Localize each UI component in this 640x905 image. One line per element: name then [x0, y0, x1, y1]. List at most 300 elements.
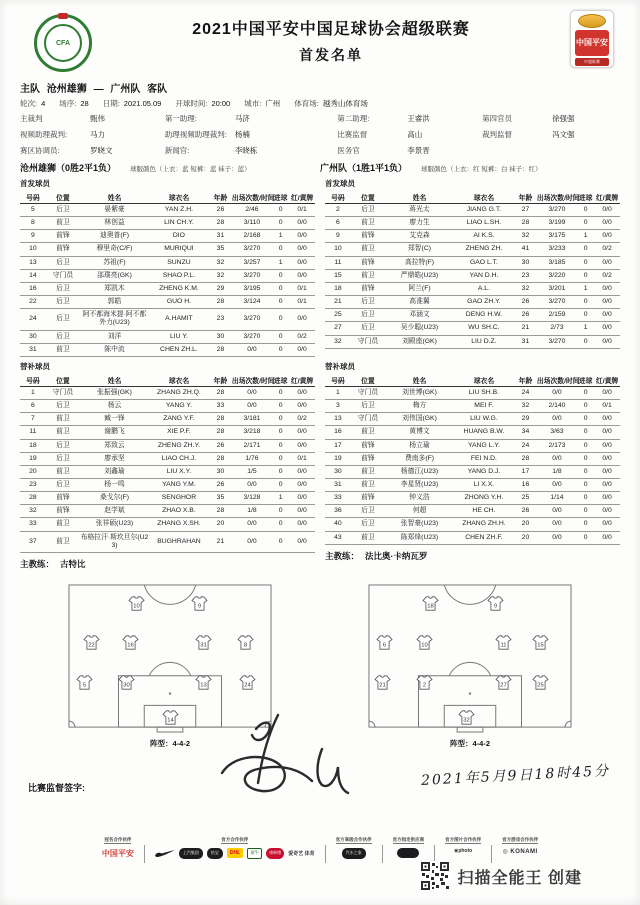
home-kit-colors: 球服颜色（上衣：蓝 短裤：蓝 袜子：蓝）	[130, 166, 251, 173]
player-cell: A.HAMIT	[149, 309, 209, 330]
player-cell: 0/2	[289, 330, 315, 343]
master-kong-logo: 康师傅	[266, 848, 284, 859]
away-starters-table	[325, 191, 620, 349]
player-cell: 0/0	[594, 296, 620, 309]
player-cell: 1/14	[537, 492, 577, 505]
info-pair	[244, 98, 280, 109]
player-cell: 28	[20, 492, 46, 505]
jersey-icon-16	[122, 635, 139, 650]
player-cell: 30	[325, 465, 351, 478]
player-cell: 0	[272, 309, 289, 330]
player-cell: YAN D.H.	[454, 269, 514, 282]
player-cell: 9	[20, 230, 46, 243]
player-cell: 0/0	[594, 505, 620, 518]
player-cell: 晏紫豪	[80, 204, 149, 217]
player-cell: 前卫	[351, 531, 385, 544]
player-cell: 1	[577, 322, 594, 335]
player-cell: 0/0	[594, 217, 620, 230]
info-value: 越秀山体育场	[322, 99, 368, 108]
player-cell: LIU W.G.	[454, 413, 514, 426]
player-cell: ZHONG Y.H.	[454, 492, 514, 505]
home-starters-title: 首发球员	[20, 179, 50, 188]
player-row	[325, 478, 620, 491]
sponsor-category-label: 冠名合作伙伴	[104, 836, 132, 842]
player-row	[20, 492, 315, 505]
player-cell: 24	[514, 386, 537, 399]
player-cell: 40	[325, 518, 351, 531]
player-cell: SUNZU	[149, 256, 209, 269]
player-cell: ZHANG ZH.Q.	[149, 386, 209, 399]
player-cell: 0/0	[289, 505, 315, 518]
home-coach-name: 古特比	[60, 558, 86, 569]
away-coach-line	[325, 550, 620, 562]
info-label: 轮次:	[20, 99, 38, 108]
player-cell: 守门员	[351, 386, 385, 399]
player-cell: 吴少聪(U23)	[385, 322, 454, 335]
player-row	[20, 217, 315, 230]
player-cell: 3/270	[232, 330, 272, 343]
player-cell: 3/185	[537, 256, 577, 269]
player-cell: AI K.S.	[454, 230, 514, 243]
info-pair	[165, 129, 337, 140]
player-cell: 0	[577, 426, 594, 439]
player-cell: 3/124	[232, 296, 272, 309]
column-header: 球衣名	[149, 374, 209, 387]
player-cell: 0/0	[594, 386, 620, 399]
player-cell: 0	[577, 465, 594, 478]
officials-row-1	[20, 113, 620, 124]
player-cell: 31	[209, 230, 232, 243]
player-cell: 0	[272, 413, 289, 426]
player-cell: LIN CH.Y.	[149, 217, 209, 230]
player-cell: 14	[20, 269, 46, 282]
info-label: 裁判监督	[482, 130, 513, 139]
player-cell: 后卫	[46, 282, 80, 295]
player-cell: 高准翼	[385, 296, 454, 309]
column-header: 球衣名	[454, 191, 514, 204]
player-cell: 0	[577, 531, 594, 544]
svg-text:6: 6	[383, 642, 387, 649]
svg-text:15: 15	[537, 642, 545, 649]
player-cell: 10	[325, 243, 351, 256]
player-cell: 后卫	[46, 452, 80, 465]
player-cell: CHEN ZH.L.	[149, 343, 209, 356]
player-cell: 前锋	[351, 282, 385, 295]
player-cell: 3/257	[232, 256, 272, 269]
player-cell: 17	[325, 439, 351, 452]
player-cell: 0	[577, 452, 594, 465]
player-cell: 16	[325, 426, 351, 439]
player-cell: 3/270	[232, 309, 272, 330]
info-label: 第二助理:	[337, 114, 370, 123]
home-kit-cell	[20, 161, 320, 174]
player-row	[20, 518, 315, 531]
player-cell: LIU D.Z.	[454, 335, 514, 348]
player-cell: 20	[514, 518, 537, 531]
player-cell: 后卫	[46, 296, 80, 309]
player-cell: SENGHOR	[149, 492, 209, 505]
player-cell: 27	[514, 204, 537, 217]
player-cell: 32	[20, 505, 46, 518]
player-cell: 0/0	[289, 426, 315, 439]
cestbon-logo: 怡宝	[207, 848, 223, 859]
player-cell: 28	[514, 217, 537, 230]
info-pair	[59, 98, 88, 109]
player-cell: 杨一鸣	[80, 478, 149, 491]
player-cell: 1	[325, 386, 351, 399]
player-cell: 0/0	[594, 335, 620, 348]
player-cell: 0/2	[594, 269, 620, 282]
player-cell: GAO L.T.	[454, 256, 514, 269]
player-cell: 20	[209, 518, 232, 531]
jersey-icon-24	[239, 675, 256, 690]
player-cell: 3/220	[537, 269, 577, 282]
jersey-icon-14	[162, 710, 179, 725]
player-cell: 32	[209, 269, 232, 282]
jersey-icon-22	[83, 635, 100, 650]
cfa-league-logo-icon	[34, 14, 92, 72]
player-cell: 43	[325, 531, 351, 544]
player-cell: 23	[20, 478, 46, 491]
svg-text:18: 18	[427, 602, 434, 609]
info-value: 4	[41, 99, 46, 108]
camscanner-watermark	[420, 861, 582, 891]
player-cell: DIO	[149, 230, 209, 243]
player-cell: 33	[20, 518, 46, 531]
player-cell: 23	[209, 309, 232, 330]
player-cell: 苏祖(F)	[80, 256, 149, 269]
player-cell: 1	[272, 230, 289, 243]
player-cell: 0	[272, 217, 289, 230]
column-header: 进球	[577, 191, 594, 204]
player-cell: 0/0	[289, 478, 315, 491]
column-header: 位置	[46, 191, 80, 204]
player-cell: 邓涵文	[385, 309, 454, 322]
away-subs-title: 替补球员	[325, 361, 355, 371]
player-row	[325, 282, 620, 295]
jersey-icon-21	[374, 675, 391, 690]
player-cell: 0/0	[594, 256, 620, 269]
info-value: 李晓栋	[234, 146, 258, 155]
player-cell: 28	[209, 505, 232, 518]
away-subs-block	[325, 357, 620, 570]
dhl-logo: DHL	[227, 848, 243, 858]
player-cell: 高拉特(F)	[385, 256, 454, 269]
player-cell: 0/0	[232, 343, 272, 356]
player-row	[20, 296, 315, 309]
jersey-icon-6	[376, 635, 393, 650]
player-cell: 前锋	[351, 256, 385, 269]
jersey-icon-2	[416, 675, 433, 690]
player-cell: 0/0	[289, 386, 315, 399]
player-cell: 0	[272, 452, 289, 465]
column-header: 出场次数/时间	[232, 374, 272, 387]
player-cell: 0/0	[594, 309, 620, 322]
jersey-icon-10	[416, 635, 433, 650]
player-cell: 钟义浩	[385, 492, 454, 505]
player-cell: 刘鑫瑜	[80, 465, 149, 478]
player-cell: 1	[272, 492, 289, 505]
document-header	[20, 10, 620, 76]
info-label: 助理视频助理裁判:	[164, 130, 227, 139]
player-row	[20, 531, 315, 552]
player-cell: A.L.	[454, 282, 514, 295]
player-cell: 0/0	[594, 452, 620, 465]
sponsor-logos-row	[102, 848, 134, 859]
pingan-csl-badge-icon	[570, 10, 614, 68]
player-cell: 0/1	[289, 282, 315, 295]
player-cell: 0/1	[289, 452, 315, 465]
player-cell: 何超	[385, 505, 454, 518]
player-cell: 26	[209, 478, 232, 491]
player-cell: 3/270	[232, 269, 272, 282]
starters-section	[20, 174, 620, 357]
player-cell: 24	[514, 439, 537, 452]
player-cell: 3/218	[232, 426, 272, 439]
player-cell: 刘伟国(GK)	[385, 413, 454, 426]
info-label: 主裁判	[20, 114, 43, 123]
player-cell: 28	[209, 426, 232, 439]
player-row	[325, 413, 620, 426]
info-pair	[337, 113, 482, 124]
player-cell: 0/0	[289, 217, 315, 230]
player-cell: 33	[325, 492, 351, 505]
player-cell: 郑凯木	[80, 282, 149, 295]
player-cell: ZHENG ZH.Y.	[149, 439, 209, 452]
player-cell: 31	[20, 343, 46, 356]
sponsor-logos-row	[454, 848, 472, 854]
player-cell: 0	[272, 296, 289, 309]
player-cell: 守门员	[351, 335, 385, 348]
player-cell: HUANG B.W.	[454, 426, 514, 439]
sponsor-group	[155, 837, 315, 859]
player-cell: 6	[325, 217, 351, 230]
player-cell: 0	[272, 282, 289, 295]
sponsor-group	[102, 837, 134, 859]
player-row	[20, 243, 315, 256]
player-row	[325, 492, 620, 505]
player-cell: SHAO P.L.	[149, 269, 209, 282]
player-cell: 陈中流	[80, 343, 149, 356]
away-pitch-diagram	[366, 582, 574, 734]
home-starters-block	[20, 174, 315, 357]
camscanner-text: 扫描全能王 创建	[457, 869, 582, 887]
jersey-icon-13	[195, 675, 212, 690]
info-pair	[482, 129, 620, 140]
player-cell: 2/171	[232, 439, 272, 452]
sponsor-group	[393, 837, 425, 858]
player-cell: 0/0	[594, 204, 620, 217]
player-row	[325, 243, 620, 256]
player-cell: 1	[272, 256, 289, 269]
player-cell: 28	[209, 343, 232, 356]
player-cell: 0/1	[289, 204, 315, 217]
info-pair	[20, 145, 165, 156]
player-cell: 0	[577, 335, 594, 348]
home-starters-table	[20, 191, 315, 357]
player-row	[325, 439, 620, 452]
svg-text:16: 16	[127, 642, 134, 649]
player-cell: 0/0	[289, 465, 315, 478]
table-header-row	[325, 374, 620, 387]
player-cell: 后卫	[46, 204, 80, 217]
player-cell: 前锋	[46, 243, 80, 256]
away-team-name: 广州队	[110, 84, 141, 95]
player-cell: CHEN ZH.F.	[454, 531, 514, 544]
player-cell: 0/2	[289, 413, 315, 426]
info-pair	[175, 98, 230, 109]
info-pair	[165, 113, 337, 124]
player-cell: 后卫	[46, 478, 80, 491]
info-label: 城市:	[244, 99, 262, 108]
away-starters-title: 首发球员	[325, 179, 355, 188]
player-cell: 1/76	[232, 452, 272, 465]
player-cell: 30	[209, 330, 232, 343]
column-header: 号码	[325, 374, 351, 387]
player-cell: 前卫	[351, 478, 385, 491]
player-cell: 2/168	[232, 230, 272, 243]
player-cell: 3/201	[537, 282, 577, 295]
player-cell: 穆里奇(C/F)	[80, 243, 149, 256]
table-header-row	[20, 191, 315, 204]
player-cell: 0/0	[289, 492, 315, 505]
svg-text:2: 2	[422, 681, 427, 688]
player-cell: 2/140	[537, 400, 577, 413]
sponsor-category-label: 官方指定供应商	[392, 836, 425, 842]
sponsor-strip	[20, 837, 620, 863]
player-cell: 0	[577, 400, 594, 413]
column-header: 红/黄牌	[594, 374, 620, 387]
player-cell: 艾克森	[385, 230, 454, 243]
player-cell: 26	[514, 505, 537, 518]
column-header: 年龄	[209, 374, 232, 387]
info-label: 新闻官:	[164, 146, 190, 155]
info-pair	[20, 129, 165, 140]
column-header: 红/黄牌	[289, 374, 315, 387]
player-cell: 1	[20, 386, 46, 399]
player-cell: ZHAO X.B.	[149, 505, 209, 518]
player-cell: 前锋	[46, 505, 80, 518]
player-cell: 前卫	[351, 426, 385, 439]
info-pair	[165, 145, 337, 156]
player-cell: YANG D.J.	[454, 465, 514, 478]
player-cell: 8	[20, 217, 46, 230]
info-value: 王睿洪	[407, 114, 430, 123]
player-cell: 后卫	[46, 330, 80, 343]
away-subs-table	[325, 374, 620, 545]
jersey-icon-10	[128, 596, 145, 611]
player-row	[325, 505, 620, 518]
player-cell: 3/270	[537, 335, 577, 348]
player-cell: 0/0	[537, 531, 577, 544]
document-title: 2021中国平安中国足球协会超级联赛	[192, 21, 470, 38]
player-cell: XIE P.F.	[149, 426, 209, 439]
player-cell: GUO H.	[149, 296, 209, 309]
supplier-logo	[397, 848, 419, 858]
player-cell: 臧一锋	[80, 413, 149, 426]
player-cell: 30	[209, 465, 232, 478]
player-row	[325, 256, 620, 269]
player-cell: 3/199	[537, 217, 577, 230]
player-cell: 0/0	[594, 531, 620, 544]
column-header: 红/黄牌	[289, 191, 315, 204]
player-cell: 前卫	[351, 269, 385, 282]
info-label: 比赛监督	[337, 130, 368, 139]
player-cell: 6	[20, 400, 46, 413]
away-kit-colors: 球服颜色（上衣：红 短裤：白 袜子：红）	[421, 166, 542, 173]
player-cell: ZHANG ZH.H.	[454, 518, 514, 531]
player-cell: 梅方	[385, 400, 454, 413]
player-cell: 后卫	[351, 518, 385, 531]
player-cell: 0/0	[537, 386, 577, 399]
player-cell: 28	[209, 296, 232, 309]
home-subs-title: 替补球员	[20, 361, 50, 371]
column-header: 年龄	[209, 191, 232, 204]
player-cell: LIU X.Y.	[149, 465, 209, 478]
player-cell: 33	[209, 400, 232, 413]
player-cell: 桑戈尔(F)	[80, 492, 149, 505]
player-cell: 守门员	[351, 413, 385, 426]
player-cell: 0/0	[594, 492, 620, 505]
player-cell: LIU Y.	[149, 330, 209, 343]
svg-text:10: 10	[133, 602, 141, 609]
info-value: 马力	[90, 130, 105, 139]
player-cell: 0	[272, 243, 289, 256]
player-cell: 郑智(C)	[385, 243, 454, 256]
player-cell: 28	[209, 217, 232, 230]
player-cell: MEI F.	[454, 400, 514, 413]
table-header-row	[325, 191, 620, 204]
player-cell: 16	[20, 282, 46, 295]
info-pair	[482, 113, 620, 124]
player-cell: 32	[514, 230, 537, 243]
player-row	[325, 230, 620, 243]
player-cell: 杨立瑜	[385, 439, 454, 452]
player-cell: 后卫	[46, 439, 80, 452]
home-label: 主队	[20, 84, 40, 95]
player-cell: 31	[325, 478, 351, 491]
player-row	[20, 452, 315, 465]
player-cell: 0/0	[594, 282, 620, 295]
player-row	[325, 204, 620, 217]
player-cell: 17	[514, 465, 537, 478]
info-pair	[103, 98, 162, 109]
player-row	[325, 426, 620, 439]
player-cell: 18	[325, 282, 351, 295]
info-value: 徐强强	[552, 114, 575, 123]
player-cell: 李星贤(U23)	[385, 478, 454, 491]
player-row	[20, 309, 315, 330]
vs-dash: —	[93, 84, 104, 95]
info-pair	[20, 113, 165, 124]
sponsor-group	[502, 837, 538, 855]
player-cell: 20	[514, 531, 537, 544]
player-cell: 3/175	[537, 230, 577, 243]
document-subtitle: 首发名单	[299, 47, 363, 63]
player-cell: 0	[577, 518, 594, 531]
player-cell: 后卫	[351, 204, 385, 217]
home-formation-label: 阵型：4-4-2	[149, 738, 190, 748]
player-cell: 0/0	[537, 452, 577, 465]
badge-league-name: 中超联赛	[575, 58, 609, 66]
svg-text:14: 14	[166, 716, 174, 723]
player-cell: 0	[272, 465, 289, 478]
player-cell: LIU SH.B.	[454, 386, 514, 399]
svg-text:10: 10	[421, 642, 428, 649]
player-cell: 10	[20, 243, 46, 256]
player-row	[20, 465, 315, 478]
column-header: 出场次数/时间	[537, 191, 577, 204]
